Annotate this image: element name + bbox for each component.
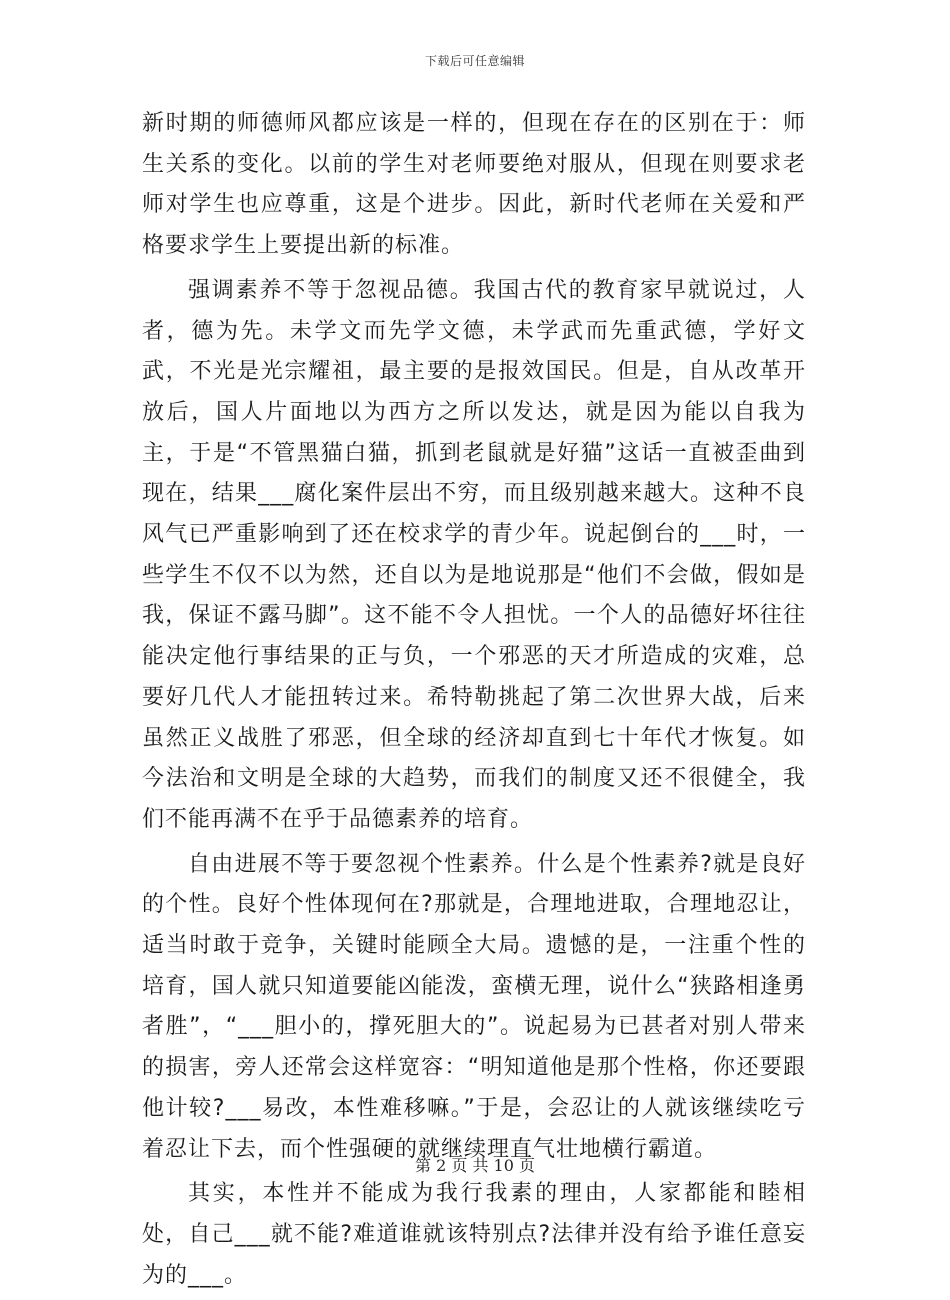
page-footer: 第 2 页 共 10 页	[415, 1156, 535, 1175]
paragraph-2: 强调素养不等于忽视品德。我国古代的教育家早就说过，人者，德为先。未学文而先学文德，未学武而先重武德，学好文武，不光是光宗耀祖，最主要的是报效国民。但是，自从改革开放后，国人片面地以为西方之所以发达，就是因为能以自我为主，于是“不管黑猫白猫，抓到老鼠就是好猫”这话一直被歪曲到现在，结果___腐化案件层出不穷，而且级别越来越大。这种不良风气已严重影响到了还在校求学的青少年。说起倒台的___时，一些学生不仅不以为然，还自以为是地说那是“他们不会做，假如是我，保证不露马脚”。这不能不令人担忧。一个人的品德好坏往往能决定他行事结果的正与负，一个邪恶的天才所造成的灾难，总要好几代人才能扭转过来。希特勒挑起了第二次世界大战，后来虽然正义战胜了邪恶，但全球的经济却直到七十年代才恢复。如今法治和文明是全球的大趋势，而我们的制度又还不很健全，我们不能再满不在乎于品德素养的培育。	[142, 277, 806, 832]
paragraph-1: 新时期的师德师风都应该是一样的，但现在存在的区别在于：师生关系的变化。以前的学生对老师要绝对服从，但现在则要求老师对学生也应尊重，这是个进步。因此，新时代老师在关爱和严格要求学生上要提出新的标准。	[142, 111, 806, 259]
page-header: 下载后可任意编辑	[424, 54, 525, 68]
paragraph-3: 自由进展不等于要忽视个性素养。什么是个性素养?就是良好的个性。良好个性体现何在?那就是，合理地进取，合理地忍让，适当时敢于竞争，关键时能顾全大局。遗憾的是，一注重个性的培育，国人就只知道要能凶能泼，蛮横无理，说什么“狭路相逢勇者胜”，“___胆小的，撑死胆大的”。说起易为已甚者对别人带来的损害，旁人还常会这样宽容：“明知道他是那个性格，你还要跟他计较?___易改，本性难移嘛。”于是，会忍让的人就该继续吃亏着忍让下去，而个性强硬的就继续理直气壮地横行霸道。	[142, 851, 806, 1162]
paragraph-4: 其实，本性并不能成为我行我素的理由，人家都能和睦相处，自己___就不能?难道谁就该特别点?法律并没有给予谁任意妄为的___。	[142, 1181, 806, 1288]
document-body	[142, 104, 806, 1300]
